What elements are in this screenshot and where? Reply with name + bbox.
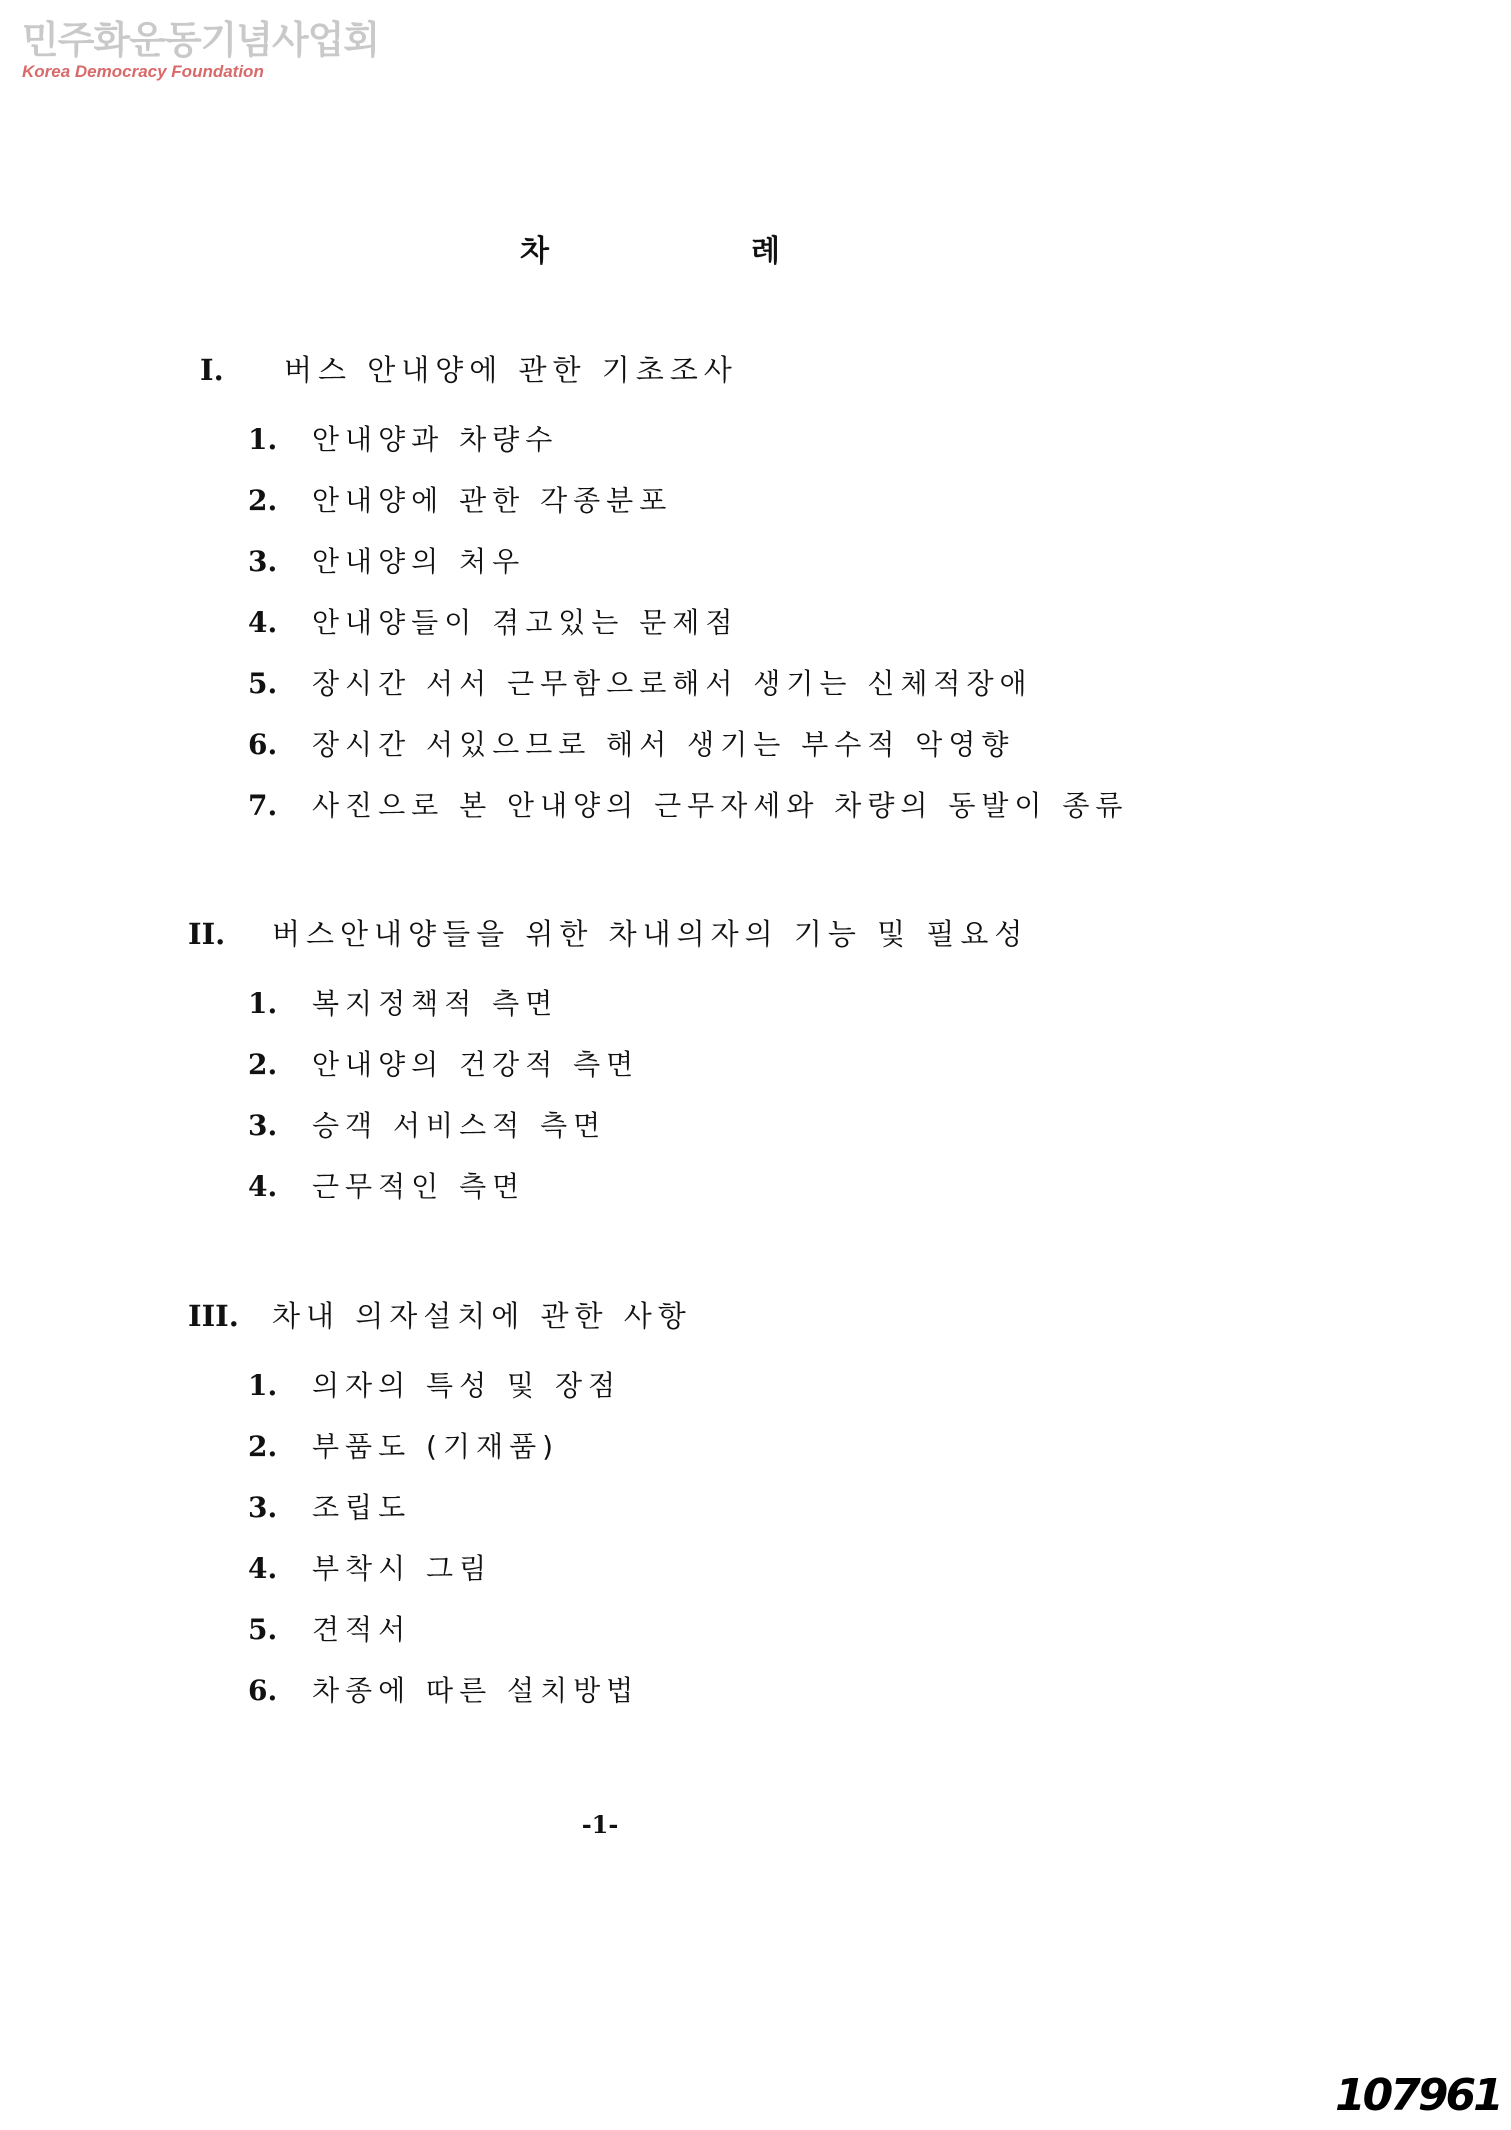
- section-title: 차내 의자설치에 관한 사항: [272, 1299, 692, 1333]
- item-title: 안내양과 차량수: [312, 423, 559, 456]
- list-item: [248, 531, 1128, 592]
- item-number: 2.: [248, 484, 278, 517]
- item-number: 1.: [248, 1369, 278, 1402]
- item-title: 부품도 (기재품): [312, 1430, 560, 1463]
- item-title: 승객 서비스적 측면: [312, 1109, 607, 1142]
- list-item: [248, 973, 1028, 1034]
- list-item: [248, 714, 1128, 775]
- list-item: [248, 1034, 1028, 1095]
- toc-section-1: [200, 348, 1128, 836]
- item-title: 사진으로 본 안내양의 근무자세와 차량의 동발이 종류: [312, 789, 1129, 822]
- list-item: [248, 409, 1128, 470]
- item-number: 1.: [248, 423, 278, 456]
- item-number: 6.: [248, 1674, 278, 1707]
- item-number: 4.: [248, 606, 278, 639]
- item-number: 4.: [248, 1552, 278, 1585]
- item-title: 장시간 서서 근무함으로해서 생기는 신체적장애: [312, 667, 1033, 700]
- section-number: III.: [188, 1299, 239, 1333]
- section-items: [200, 409, 1128, 836]
- item-title: 부착시 그림: [312, 1552, 493, 1585]
- item-title: 안내양들이 겪고있는 문제점: [312, 606, 739, 639]
- handwritten-document-id: 107961: [1335, 2070, 1501, 2121]
- list-item: [248, 1095, 1028, 1156]
- list-item: [248, 1477, 692, 1538]
- item-title: 근무적인 측면: [312, 1170, 526, 1203]
- item-number: 3.: [248, 1491, 278, 1524]
- item-title: 차종에 따른 설치방법: [312, 1674, 640, 1707]
- item-number: 6.: [248, 728, 278, 761]
- list-item: [248, 1538, 692, 1599]
- section-title: 버스 안내양에 관한 기초조사: [284, 353, 738, 387]
- item-number: 3.: [248, 545, 278, 578]
- item-number: 5.: [248, 667, 278, 700]
- item-title: 의자의 특성 및 장점: [312, 1369, 622, 1402]
- list-item: [248, 775, 1128, 836]
- list-item: [248, 1599, 692, 1660]
- item-title: 안내양의 건강적 측면: [312, 1048, 640, 1081]
- item-title: 조립도: [312, 1491, 412, 1524]
- toc-section-2: [188, 912, 1028, 1217]
- watermark-korean: 민주화운동기념사업회: [22, 18, 380, 62]
- list-item: [248, 653, 1128, 714]
- page-title-left: 차: [520, 234, 549, 269]
- item-title: 복지정책적 측면: [312, 987, 559, 1020]
- section-items: [188, 1355, 692, 1721]
- section-title: 버스안내양들을 위한 차내의자의 기능 및 필요성: [272, 917, 1029, 951]
- page-number: -1-: [581, 1810, 619, 1839]
- item-title: 장시간 서있으므로 해서 생기는 부수적 악영향: [312, 728, 1015, 761]
- item-number: 4.: [248, 1170, 278, 1203]
- watermark-english: Korea Democracy Foundation: [22, 62, 264, 81]
- item-number: 2.: [248, 1430, 278, 1463]
- item-title: 견적서: [312, 1613, 412, 1646]
- list-item: [248, 1355, 692, 1416]
- section-number: I.: [200, 353, 224, 387]
- list-item: [248, 1660, 692, 1721]
- section-items: [188, 973, 1028, 1217]
- item-title: 안내양에 관한 각종분포: [312, 484, 673, 517]
- list-item: [248, 592, 1128, 653]
- item-number: 5.: [248, 1613, 278, 1646]
- list-item: [248, 470, 1128, 531]
- list-item: [248, 1156, 1028, 1217]
- toc-section-3: [188, 1294, 692, 1721]
- page-title-right: 례: [751, 234, 780, 269]
- item-number: 1.: [248, 987, 278, 1020]
- item-number: 7.: [248, 789, 278, 822]
- section-heading: [188, 1294, 692, 1335]
- section-heading: [200, 348, 1128, 389]
- item-number: 2.: [248, 1048, 278, 1081]
- item-title: 안내양의 처우: [312, 545, 526, 578]
- item-number: 3.: [248, 1109, 278, 1142]
- list-item: [248, 1416, 692, 1477]
- section-heading: [188, 912, 1028, 953]
- section-number: II.: [188, 917, 226, 951]
